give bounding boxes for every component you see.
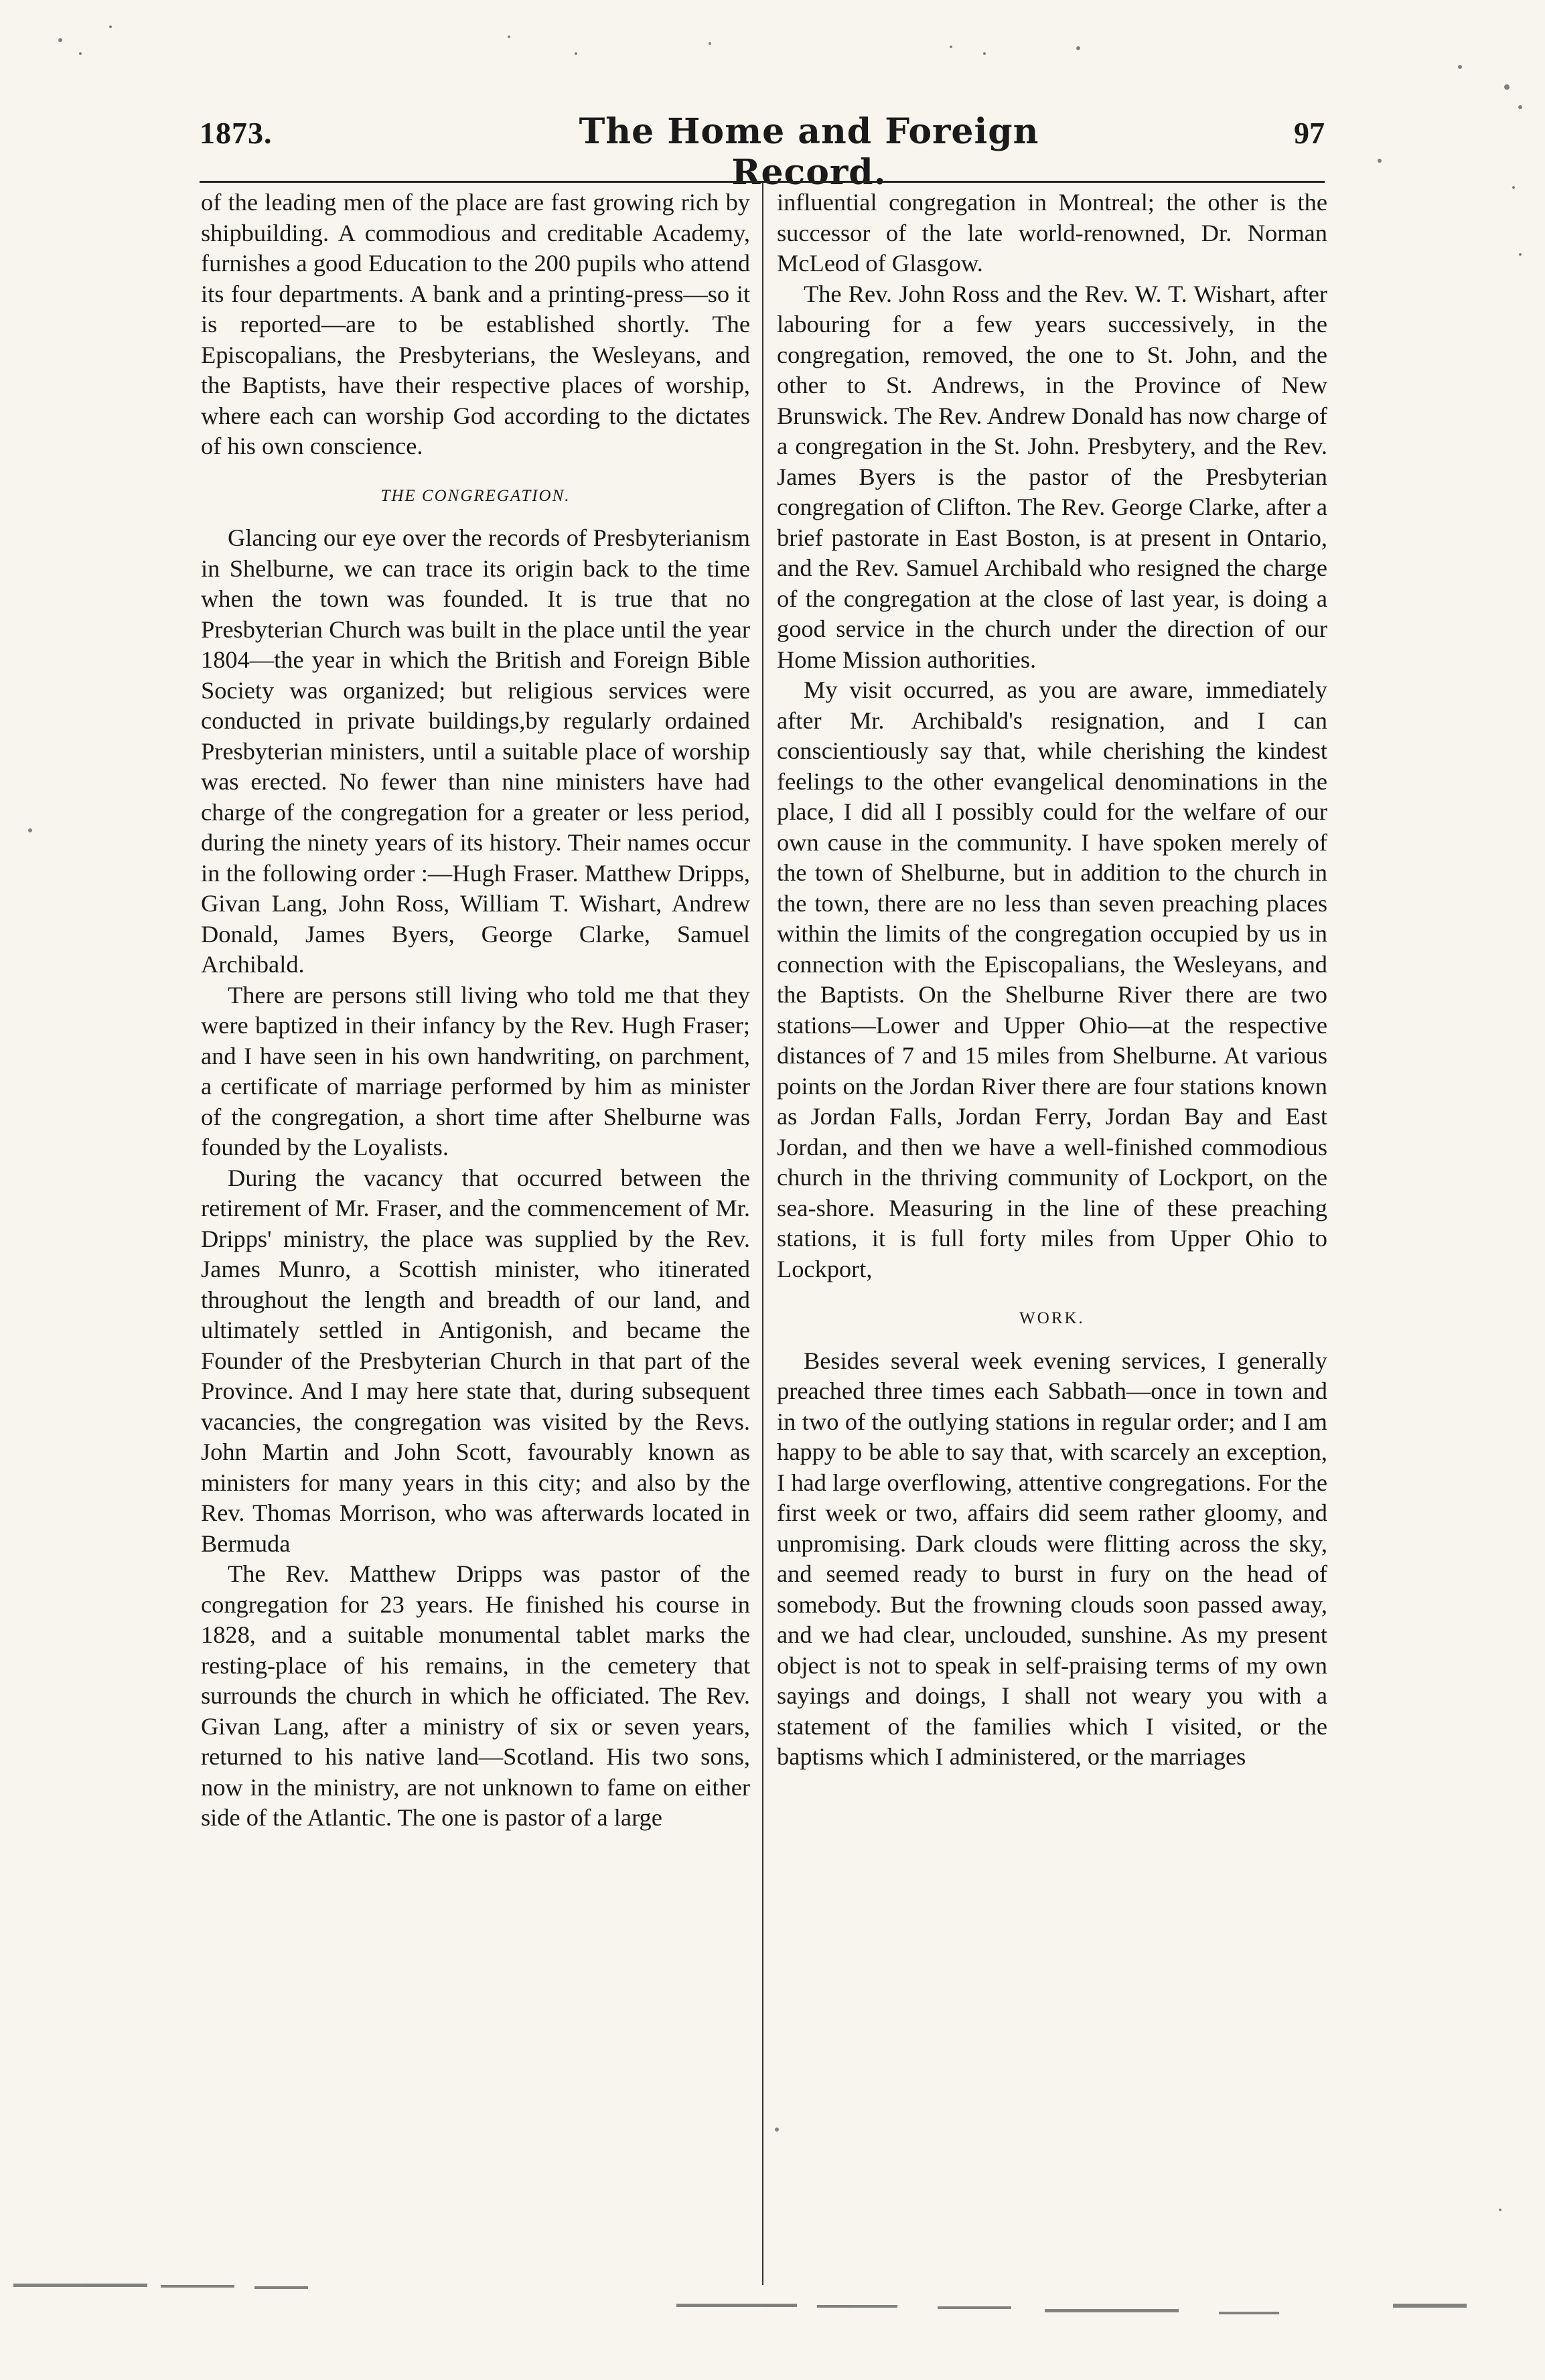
left-paragraph-2: Glancing our eye over the records of Presbyterianism in Shelburne, we can trace its origin back to the time when the town was founded. It is true that no Presbyterian Church was built in the place until the year 1804—the year in which the British and Foreign Bible Society was organized; but religious services were conducted in private buildings,by regularly ordained Presbyterian ministers, until a suitable place of worship was erected. No fewer than nine ministers have had charge of the congregation for a greater or less period, during the ninety years of its history. Their names occur in the following order :—Hugh Fraser. Matthew Dripps, Givan Lang, John Ross, William T. Wishart, Andrew Donald, James Byers, George Clarke, Samuel Archibald.	[201, 524, 750, 978]
right-paragraph-1: influential congregation in Montreal; the other is the successor of the late world-renowned, Dr. Norman McLeod of Glasgow.	[777, 189, 1327, 277]
page-number: 97	[1294, 116, 1325, 150]
section-heading-work: WORK.	[1019, 1309, 1085, 1327]
header-year: 1873.	[200, 116, 273, 150]
left-paragraph-1: of the leading men of the place are fast growing rich by shipbuilding. A commodious and creditable Academy, furnishes a good Education to the 200 pupils who attend its four departments. A bank and a printing-press—so it is reported—are to be established shortly. The Episcopalians, the Presbyterians, the Wesleyans, and the Baptists, have their respective places of worship, where each can worship God according to the dictates of his own conscience.	[201, 189, 750, 459]
left-column	[201, 188, 750, 1834]
column-divider	[762, 182, 763, 2285]
right-paragraph-2: The Rev. John Ross and the Rev. W. T. Wishart, after labouring for a few years successively, in the congregation, removed, the one to St. John, and the other to St. Andrews, in the Province of New Brunswick. The Rev. Andrew Donald has now charge of a congregation in the St. John. Presbytery, and the Rev. James Byers is the pastor of the Presbyterian congregation of Clifton. The Rev. George Clarke, after a brief pastorate in East Boston, is at present in Ontario, and the Rev. Samuel Archibald who resigned the charge of the congregation at the close of last year, is doing a good service in the church under the direction of our Home Mission authorities.	[777, 280, 1327, 673]
right-paragraph-4: Besides several week evening services, I generally preached three times each Sabbath—once in town and in two of the outlying stations in regular order; and I am happy to be able to say that, with scarcely an exception, I had large overflowing, attentive congregations. For the first week or two, affairs did seem rather gloomy, and unpromising. Dark clouds were flitting across the sky, and seemed ready to burst in fury on the head of somebody. But the frowning clouds soon passed away, and we had clear, unclouded, sunshine. As my present object is not to speak in self-praising terms of my own sayings and doings, I shall not weary you with a statement of the families which I visited, or the baptisms which I administered, or the marriages	[777, 1347, 1327, 1770]
section-heading-congregation: THE CONGREGATION.	[380, 486, 571, 505]
header-title: The Home and Foreign Record.	[579, 111, 1039, 193]
left-paragraph-3: There are persons still living who told me that they were baptized in their infancy by the Rev. Hugh Fraser; and I have seen in his own handwriting, on parchment, a certificate of marriage performed by him as minister of the congregation, a short time after Shelburne was founded by the Loyalists.	[201, 981, 750, 1161]
running-header	[200, 111, 1325, 193]
right-column	[777, 188, 1327, 1773]
left-paragraph-4: During the vacancy that occurred between the retirement of Mr. Fraser, and the commencement of Mr. Dripps' ministry, the place was supplied by the Rev. James Munro, a Scottish minister, who itinerated throughout the length and breadth of our land, and ultimately settled in Antigonish, and became the Founder of the Presbyterian Church in that part of the Province. And I may here state that, during subsequent vacancies, the congregation was visited by the Revs. John Martin and John Scott, favourably known as ministers for many years in this city; and also by the Rev. Thomas Morrison, who was afterwards located in Bermuda	[201, 1164, 750, 1557]
left-paragraph-5: The Rev. Matthew Dripps was pastor of the congregation for 23 years. He finished his course in 1828, and a suitable monumental tablet marks the resting-place of his remains, in the cemetery that surrounds the church in which he officiated. The Rev. Givan Lang, after a ministry of six or seven years, returned to his native land—Scotland. His two sons, now in the ministry, are not unknown to fame on either side of the Atlantic. The one is pastor of a large	[201, 1560, 750, 1831]
right-paragraph-3: My visit occurred, as you are aware, immediately after Mr. Archibald's resignation, and I can conscientiously say that, while cherishing the kindest feelings to the other evangelical denominations in the place, I did all I possibly could for the welfare of our own cause in the community. I have spoken merely of the town of Shelburne, but in addition to the church in the town, there are no less than seven preaching places within the limits of the congregation occupied by us in connection with the Episcopalians, the Wesleyans, and the Baptists. On the Shelburne River there are two stations—Lower and Upper Ohio—at the respective distances of 7 and 15 miles from Shelburne. At various points on the Jordan River there are four stations known as Jordan Falls, Jordan Ferry, Jordan Bay and East Jordan, and then we have a well-finished commodious church in the thriving community of Lockport, on the sea-shore. Measuring in the line of these preaching stations, it is full forty miles from Upper Ohio to Lockport,	[777, 676, 1327, 1282]
